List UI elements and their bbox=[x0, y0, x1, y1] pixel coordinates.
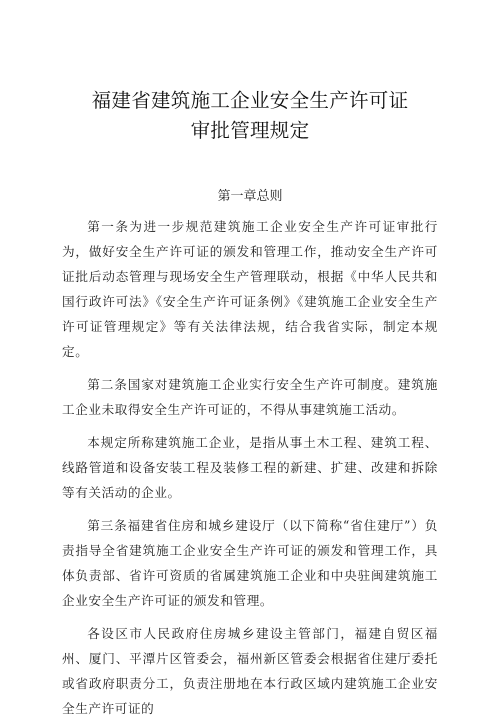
paragraph-article-3: 第三条福建省住房和城乡建设厅（以下简称“省住建厅”）负责指导全省建筑施工企业安全生产许可证的颁发和管理工作，具体负责部、省许可资质的省属建筑施工企业和中央驻闽建筑施工企业安全生产许可证的颁发和管理。 bbox=[62, 518, 438, 608]
document-title-line-1: 福建省建筑施工企业安全生产许可证 bbox=[91, 89, 409, 112]
paragraph-article-1: 第一条为进一步规范建筑施工企业安全生产许可证审批行为，做好安全生产许可证的颁发和管理工作，推动安全生产许可证批后动态管理与现场安全生产管理联动，根据《中华人民共和国行政许可法》《安全生产许可证条例》《建筑施工企业安全生产许可证管理规定》等有关法律法规，结合我省实际，制定本规定。 bbox=[62, 219, 438, 359]
document-title-line-2: 审批管理规定 bbox=[190, 119, 310, 142]
document-title bbox=[62, 0, 438, 146]
paragraph-article-2: 第二条国家对建筑施工企业实行安全生产许可制度。建筑施工企业未取得安全生产许可证的，不得从事建筑施工活动。 bbox=[62, 377, 438, 417]
chapter-heading: 第一章总则 bbox=[217, 189, 283, 204]
paragraph-municipal-duties: 各设区市人民政府住房城乡建设主管部门，福建自贸区福州、厦门、平潭片区管委会，福州新区管委会根据省住建厅委托或省政府职责分工，负责注册地在本行政区域内建筑施工企业安全生产许可证的 bbox=[62, 626, 438, 716]
paragraph-definition: 本规定所称建筑施工企业，是指从事土木工程、建筑工程、线路管道和设备安装工程及装修工程的新建、扩建、改建和拆除等有关活动的企业。 bbox=[62, 435, 438, 500]
